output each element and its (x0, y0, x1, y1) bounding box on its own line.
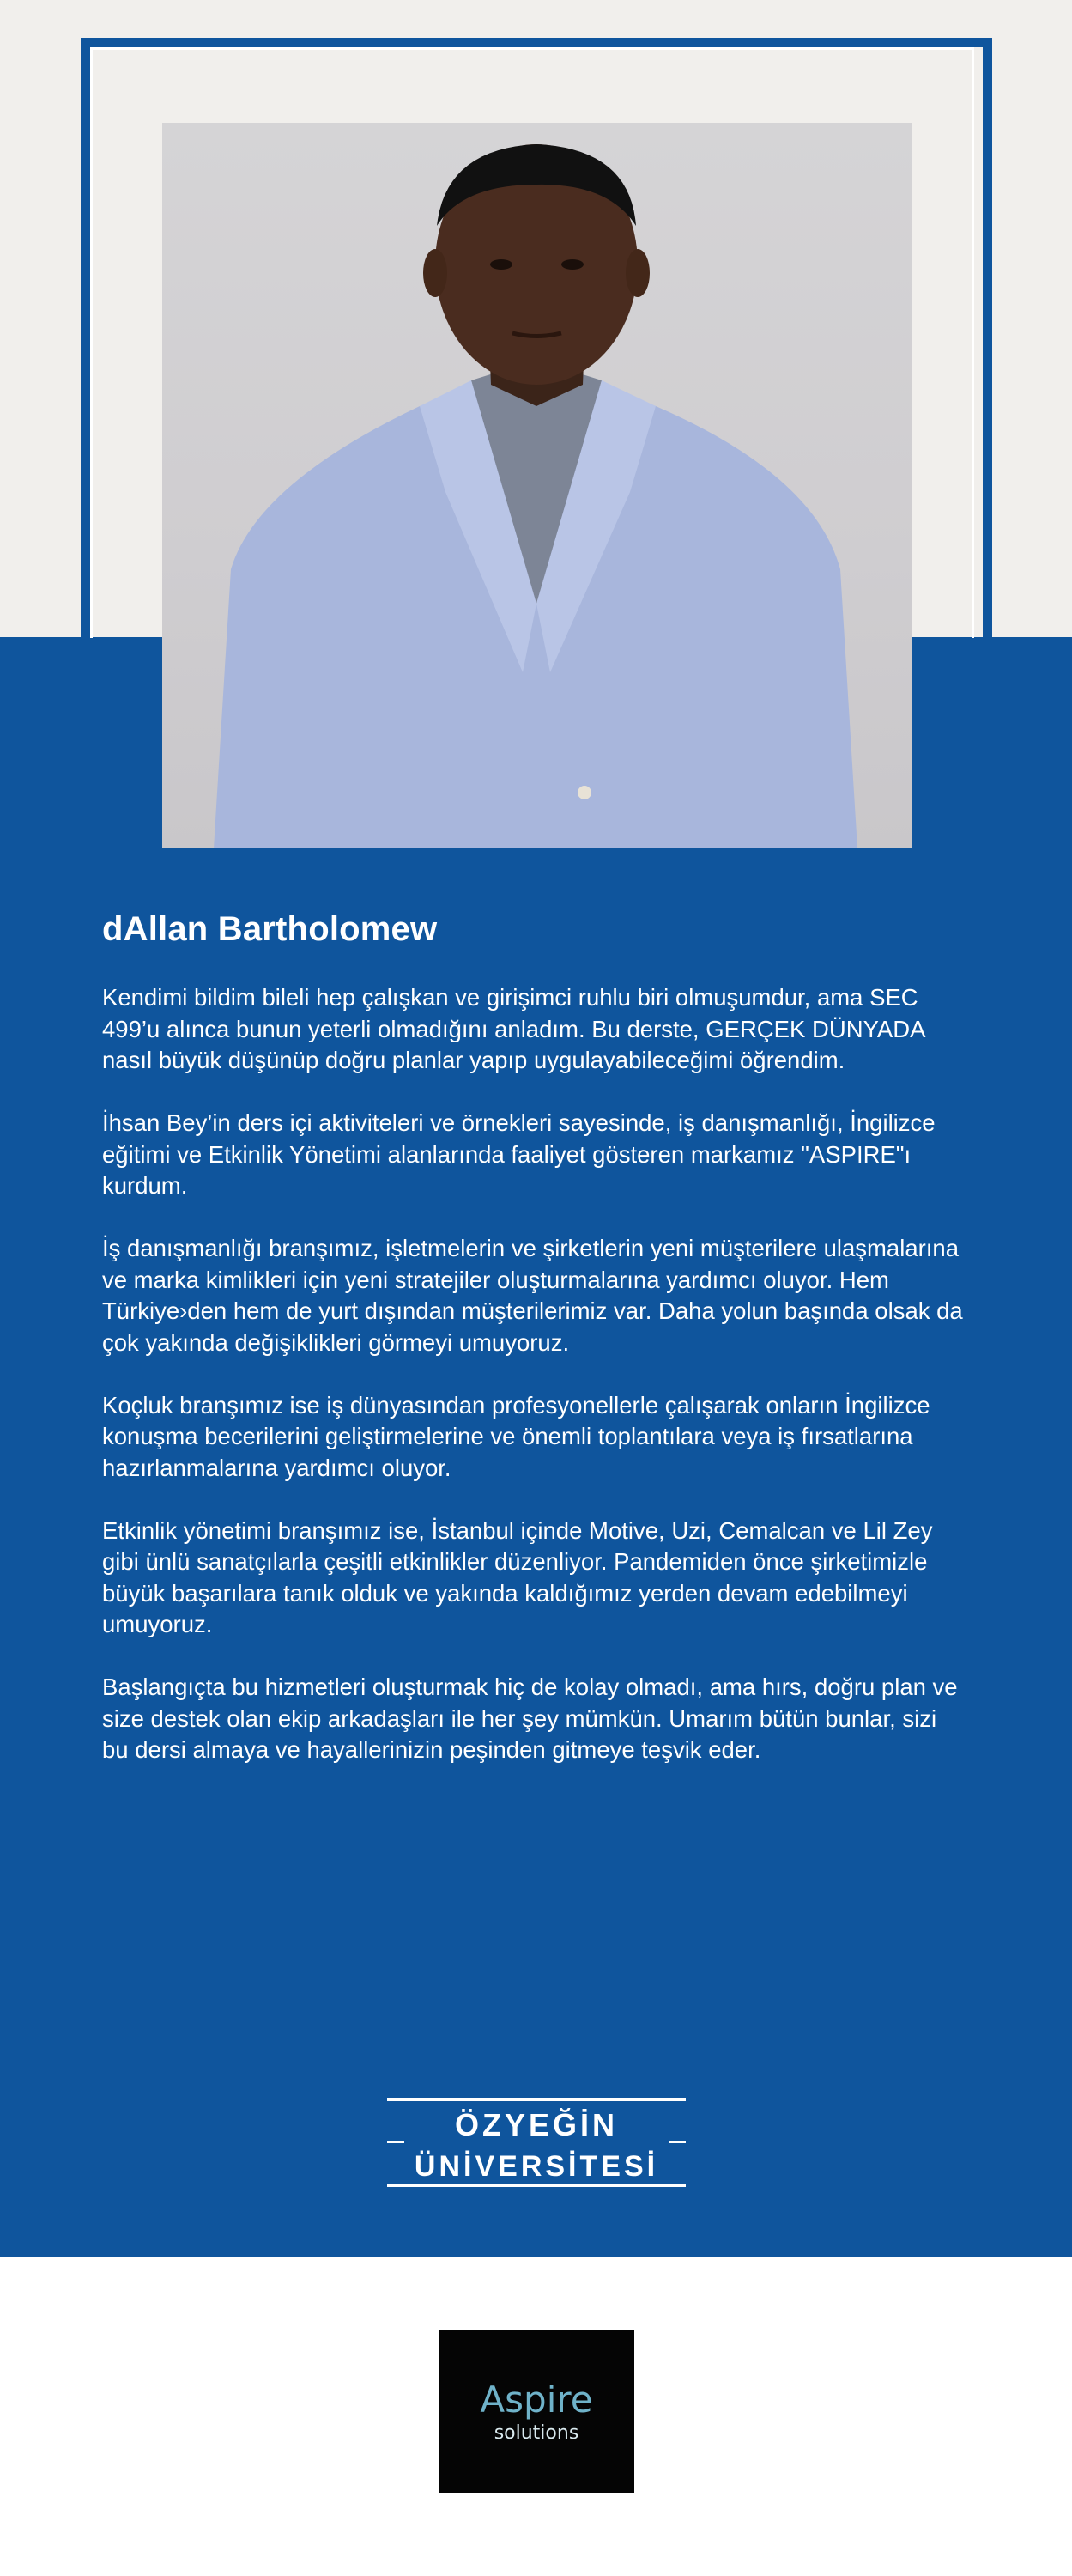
ozyegin-university-logo (387, 2098, 686, 2187)
portrait-illustration (162, 123, 912, 848)
bio-paragraph: İhsan Bey’in ders içi aktiviteleri ve örnekleri sayesinde, iş danışmanlığı, İngilizce eğitimi ve Etkinlik Yönetimi alanlarında faaliyet gösteren markamız "ASPIRE"ı kurdum. (102, 1109, 936, 1199)
aspire-solutions-logo (439, 2330, 634, 2493)
bio-paragraph: Başlangıçta bu hizmetleri oluşturmak hiç de kolay olmadı, ama hırs, doğru plan ve size destek olan ekip arkadaşları ile her şey mümkün. Umarım bütün bunlar, sizi bu dersi almaya ve hayallerinizin peşinden gitmeye teşvik eder. (102, 1674, 958, 1763)
bio-paragraph: Etkinlik yönetimi branşımız ise, İstanbul içinde Motive, Uzi, Cemalcan ve Lil Zey gibi ünlü sanatçılarla çeşitli etkinlikler düzenliyor. Pandemiden önce şirketimizle büyük başarılara tanık olduk ve yakında kaldığımız yerden devam edebilmeyi umuyoruz. (102, 1516, 933, 1637)
profile-name: dAllan Bartholomew (102, 910, 438, 948)
profile-bio (102, 982, 969, 1797)
bio-paragraph: Kendimi bildim bileli hep çalışkan ve girişimci ruhlu biri olmuşumdur, ama SEC 499’u alınca bunun yeterli olmadığını anladım. Bu derste, GERÇEK DÜNYADA nasıl büyük düşünüp doğru planlar yapıp uygulayabileceğimi öğrendim. (102, 984, 924, 1073)
portrait-photo (162, 123, 912, 848)
bio-paragraph: İş danışmanlığı branşımız, işletmelerin ve şirketlerin yeni müşterilere ulaşmalarına ve marka kimlikleri için yeni stratejiler oluşturmalarına yardımcı oluyor. Hem Türkiye›den hem de yurt dışından müşterilerimiz var. Daha yolun başında olsak da çok yakında değişiklikleri görmeyi umuyoruz. (102, 1235, 963, 1356)
bio-paragraph: Koçluk branşımız ise iş dünyasından profesyonellerle çalışarak onların İngilizce konuşma becerilerini geliştirmelerine ve önemli toplantılara veya iş fırsatlarına hazırlanmalarına yardımcı oluyor. (102, 1391, 930, 1481)
logo-line-2: ÜNİVERSİTESİ (414, 2150, 659, 2183)
logo-line-1: ÖZYEĞİN (454, 2107, 619, 2142)
aspire-wordmark: Aspire (480, 2379, 593, 2421)
aspire-tagline: solutions (494, 2422, 579, 2444)
